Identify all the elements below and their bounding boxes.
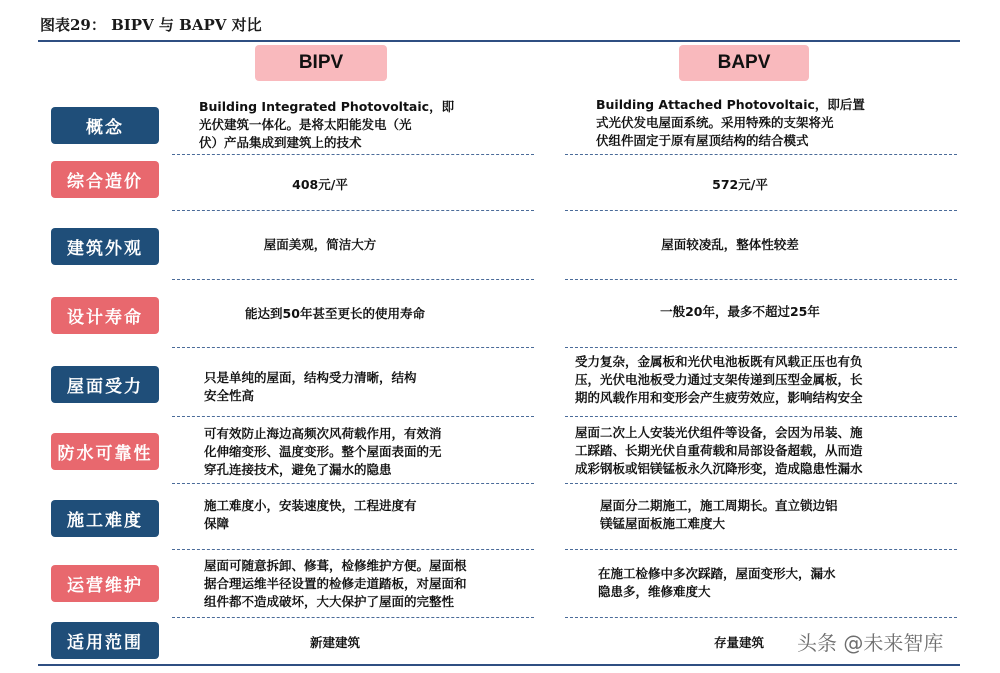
row-label-scope: 适用范围 [51,622,159,659]
row-divider [172,154,534,155]
row-divider [565,279,957,280]
row-label-construction: 施工难度 [51,500,159,537]
row-divider [565,347,957,348]
top-rule [38,40,960,42]
row-divider [172,210,534,211]
cell-bapv-waterproof: 屋面二次上人安装光伏组件等设备，会因为吊装、施 工踩踏、长期光伏自重荷载和局部设备超载，从而造 成彩钢板或铝镁锰板永久沉降形变，造成隐患性漏水 [575,425,863,476]
cell-bapv-cost: 572元/平 [712,177,768,192]
cell-bapv-concept: Building Attached Photovoltaic，即后置 式光伏发电屋面系统。采用特殊的支架将光 伏组件固定于原有屋顶结构的结合模式 [596,97,865,148]
row-label-roof-load: 屋面受力 [51,366,159,403]
row-divider [565,210,957,211]
row-divider [565,483,957,484]
row-divider [565,416,957,417]
row-label-lifespan: 设计寿命 [51,297,159,334]
cell-bipv-lifespan: 能达到50年甚至更长的使用寿命 [245,306,425,321]
row-divider [172,617,534,618]
cell-bipv-roof-load: 只是单纯的屋面，结构受力清晰，结构 安全性高 [204,370,417,403]
cell-bipv-construction: 施工难度小，安装速度快，工程进度有 保障 [204,498,417,531]
bottom-rule [38,664,960,666]
column-header-bapv: BAPV [679,45,809,81]
row-divider [565,154,957,155]
row-divider [565,617,957,618]
figure-title: 图表29： BIPV 与 BAPV 对比 [40,16,262,34]
cell-bipv-waterproof: 可有效防止海边高频次风荷载作用，有效消 化伸缩变形、温度变形。整个屋面表面的无 穿孔连接技术，避免了漏水的隐患 [204,426,442,477]
cell-bipv-scope: 新建建筑 [309,635,360,650]
row-divider [172,483,534,484]
row-divider [172,416,534,417]
row-label-waterproof: 防水可靠性 [51,433,159,470]
watermark-text: 头条 @未来智库 [797,631,944,655]
cell-bapv-scope: 存量建筑 [713,635,764,650]
cell-bapv-appearance: 屋面较凌乱，整体性较差 [661,237,799,252]
row-label-maintenance: 运营维护 [51,565,159,602]
cell-bipv-cost: 408元/平 [292,177,348,192]
cell-bapv-lifespan: 一般20年，最多不超过25年 [660,304,820,319]
row-label-appearance: 建筑外观 [51,228,159,265]
watermark [797,627,943,656]
cell-bapv-roof-load: 受力复杂，金属板和光伏电池板既有风载正压也有负 压，光伏电池板受力通过支架传递到压型金属板，长 期的风载作用和变形会产生疲劳效应，影响结构安全 [575,354,863,405]
row-divider [172,279,534,280]
cell-bapv-construction: 屋面分二期施工，施工周期长。直立锁边铝 镁锰屋面板施工难度大 [600,498,838,531]
row-label-concept: 概念 [51,107,159,144]
row-divider [565,549,957,550]
cell-bapv-maintenance: 在施工检修中多次踩踏，屋面变形大，漏水 隐患多，维修难度大 [598,566,836,599]
row-divider [172,347,534,348]
row-divider [172,549,534,550]
cell-bipv-maintenance: 屋面可随意拆卸、修葺，检修维护方便。屋面根 据合理运维半径设置的检修走道踏板，对屋面和 组件都不造成破坏，大大保护了屋面的完整性 [204,558,467,609]
cell-bipv-appearance: 屋面美观，简洁大方 [263,237,377,252]
column-header-bipv: BIPV [255,45,387,81]
row-label-cost: 综合造价 [51,161,159,198]
cell-bipv-concept: Building Integrated Photovoltaic，即 光伏建筑一体化。是将太阳能发电（光 伏）产品集成到建筑上的技术 [199,99,455,150]
